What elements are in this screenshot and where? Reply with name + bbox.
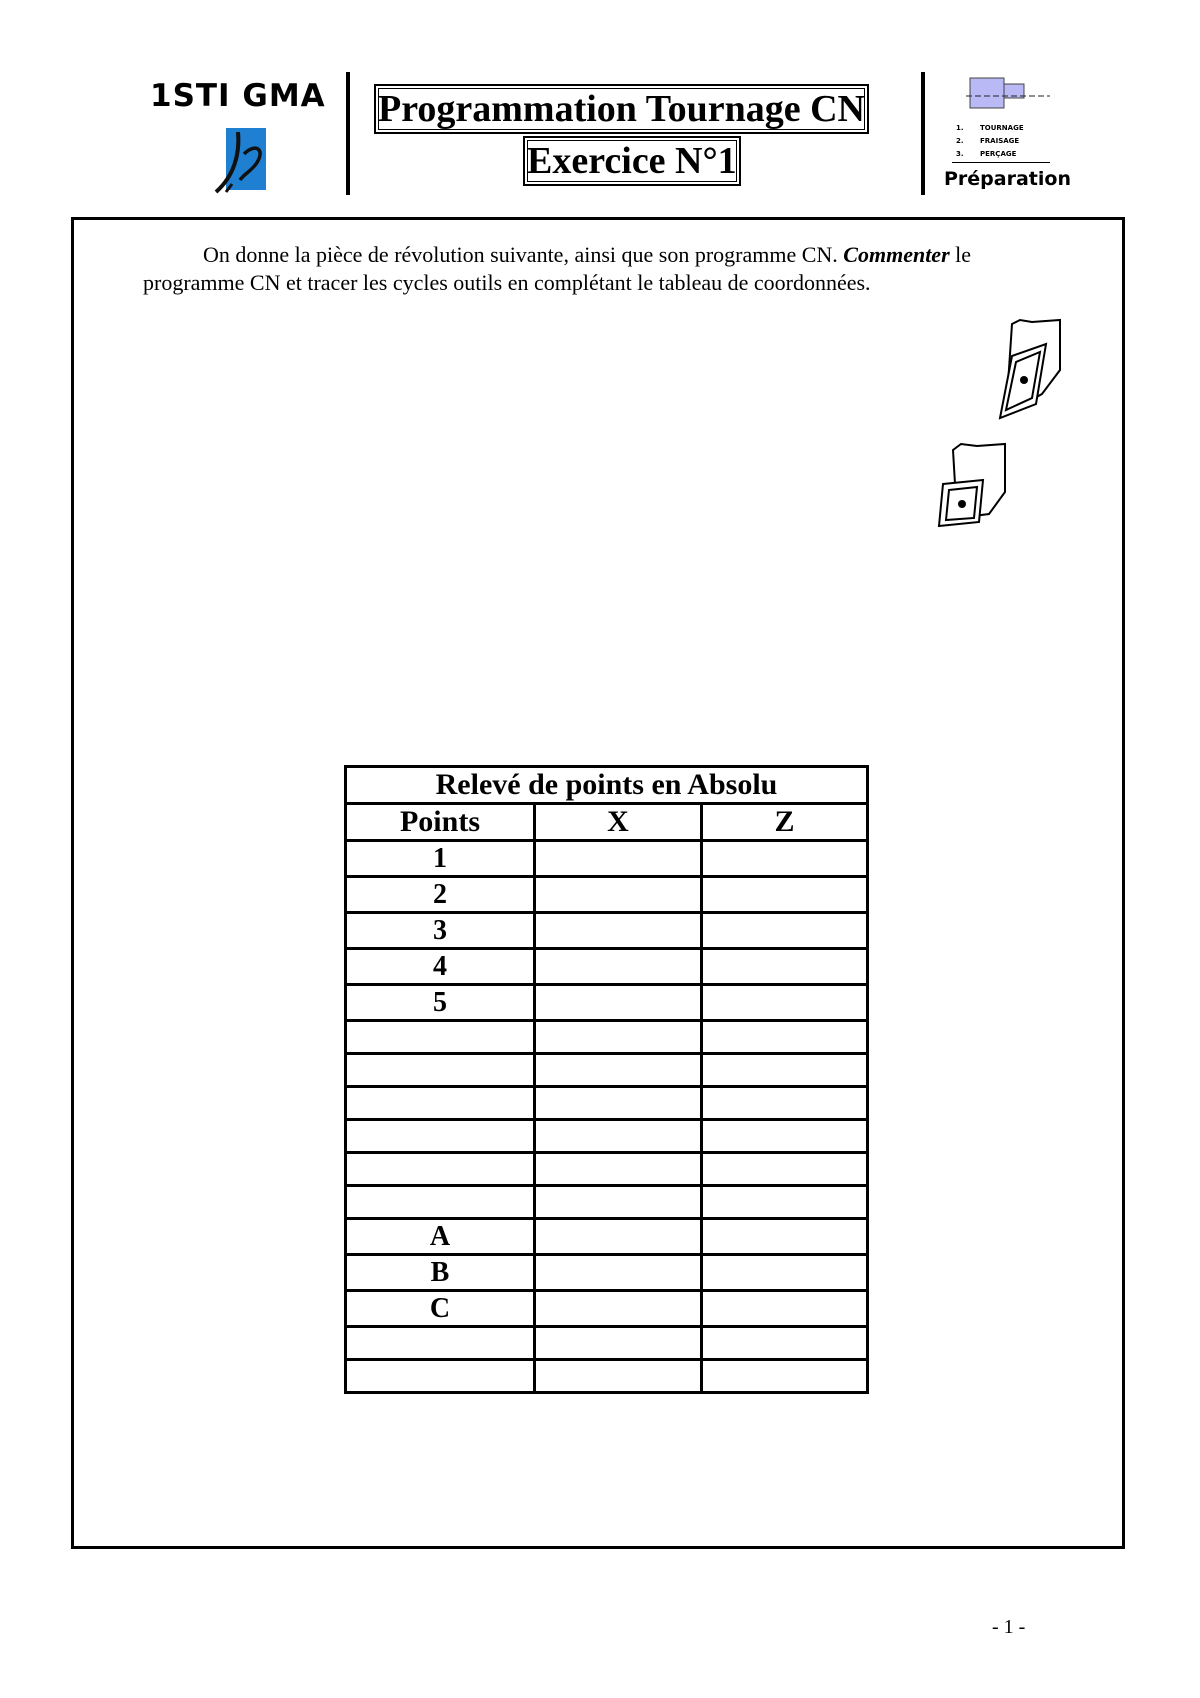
header-divider-left: [346, 72, 350, 195]
z-cell[interactable]: [702, 1360, 868, 1393]
table-row: [346, 949, 868, 985]
point-label: A: [346, 1219, 535, 1255]
turning-part-icon: [940, 72, 1050, 120]
roughing-insert-icon: [990, 318, 1066, 420]
point-label: [346, 1360, 535, 1393]
z-cell[interactable]: [702, 949, 868, 985]
document-title: Programmation Tournage CN: [374, 84, 869, 134]
z-cell[interactable]: [702, 985, 868, 1021]
point-label: 2: [346, 877, 535, 913]
z-cell[interactable]: [702, 1120, 868, 1153]
z-cell[interactable]: [702, 1219, 868, 1255]
z-cell[interactable]: [702, 1054, 868, 1087]
table-row: [346, 1087, 868, 1120]
col-header-x: X: [535, 804, 702, 841]
exercise-title: Exercice N°1: [523, 136, 741, 186]
x-cell[interactable]: [535, 841, 702, 877]
z-cell[interactable]: [702, 1255, 868, 1291]
header-divider-right: [921, 72, 925, 195]
intro-emphasis: Commenter: [843, 242, 950, 267]
table-row: [346, 1219, 868, 1255]
x-cell[interactable]: [535, 913, 702, 949]
x-cell[interactable]: [535, 1021, 702, 1054]
point-label: [346, 1153, 535, 1186]
point-label: [346, 1327, 535, 1360]
z-cell[interactable]: [702, 1291, 868, 1327]
x-cell[interactable]: [535, 877, 702, 913]
point-label: [346, 1120, 535, 1153]
table-row: [346, 1327, 868, 1360]
point-label: 3: [346, 913, 535, 949]
x-cell[interactable]: [535, 1120, 702, 1153]
header-right: [940, 72, 1080, 197]
z-cell[interactable]: [702, 1021, 868, 1054]
z-cell[interactable]: [702, 841, 868, 877]
point-label: C: [346, 1291, 535, 1327]
process-item-turning: 1. TOURNAGE: [956, 124, 1024, 132]
table-row: [346, 1360, 868, 1393]
z-cell[interactable]: [702, 1186, 868, 1219]
point-label: 1: [346, 841, 535, 877]
process-item-milling: 2. FRAISAGE: [956, 137, 1020, 145]
point-label: 4: [346, 949, 535, 985]
x-cell[interactable]: [535, 1360, 702, 1393]
table-row: [346, 1186, 868, 1219]
z-cell[interactable]: [702, 1327, 868, 1360]
point-label: [346, 1186, 535, 1219]
x-cell[interactable]: [535, 1087, 702, 1120]
table-row: [346, 1291, 868, 1327]
table-row: [346, 985, 868, 1021]
col-header-points: Points: [346, 804, 535, 841]
point-label: [346, 1054, 535, 1087]
table-title: Relevé de points en Absolu: [346, 767, 868, 804]
school-logo-icon: [210, 124, 270, 194]
z-cell[interactable]: [702, 913, 868, 949]
table-row: [346, 1120, 868, 1153]
x-cell[interactable]: [535, 949, 702, 985]
table-row: [346, 1021, 868, 1054]
x-cell[interactable]: [535, 1291, 702, 1327]
class-label: 1STI GMA: [150, 78, 326, 114]
point-label: [346, 1021, 535, 1054]
x-cell[interactable]: [535, 1153, 702, 1186]
finishing-insert-icon: [937, 442, 1011, 528]
z-cell[interactable]: [702, 1153, 868, 1186]
x-cell[interactable]: [535, 1186, 702, 1219]
table-title-row: [346, 767, 868, 804]
x-cell[interactable]: [535, 1219, 702, 1255]
intro-paragraph: On donne la pièce de révolution suivante, ainsi que son programme CN. Commenter le programme CN et tracer les cycles outils en complétant le tableau de coordonnées.: [143, 242, 972, 295]
col-header-z: Z: [702, 804, 868, 841]
process-divider: [952, 162, 1050, 163]
table-header-row: [346, 804, 868, 841]
process-item-drilling: 3. PERÇAGE: [956, 150, 1017, 158]
x-cell[interactable]: [535, 1255, 702, 1291]
z-cell[interactable]: [702, 877, 868, 913]
x-cell[interactable]: [535, 1054, 702, 1087]
points-table: [344, 765, 869, 1394]
header-left: [150, 78, 330, 114]
z-cell[interactable]: [702, 1087, 868, 1120]
table-row: [346, 1054, 868, 1087]
table-row: [346, 1153, 868, 1186]
table-row: [346, 877, 868, 913]
x-cell[interactable]: [535, 985, 702, 1021]
table-row: [346, 1255, 868, 1291]
x-cell[interactable]: [535, 1327, 702, 1360]
point-label: [346, 1087, 535, 1120]
preparation-label: Préparation: [944, 168, 1071, 190]
point-label: 5: [346, 985, 535, 1021]
table-row: [346, 841, 868, 877]
point-label: B: [346, 1255, 535, 1291]
table-row: [346, 913, 868, 949]
page-number: - 1 -: [992, 1616, 1026, 1638]
